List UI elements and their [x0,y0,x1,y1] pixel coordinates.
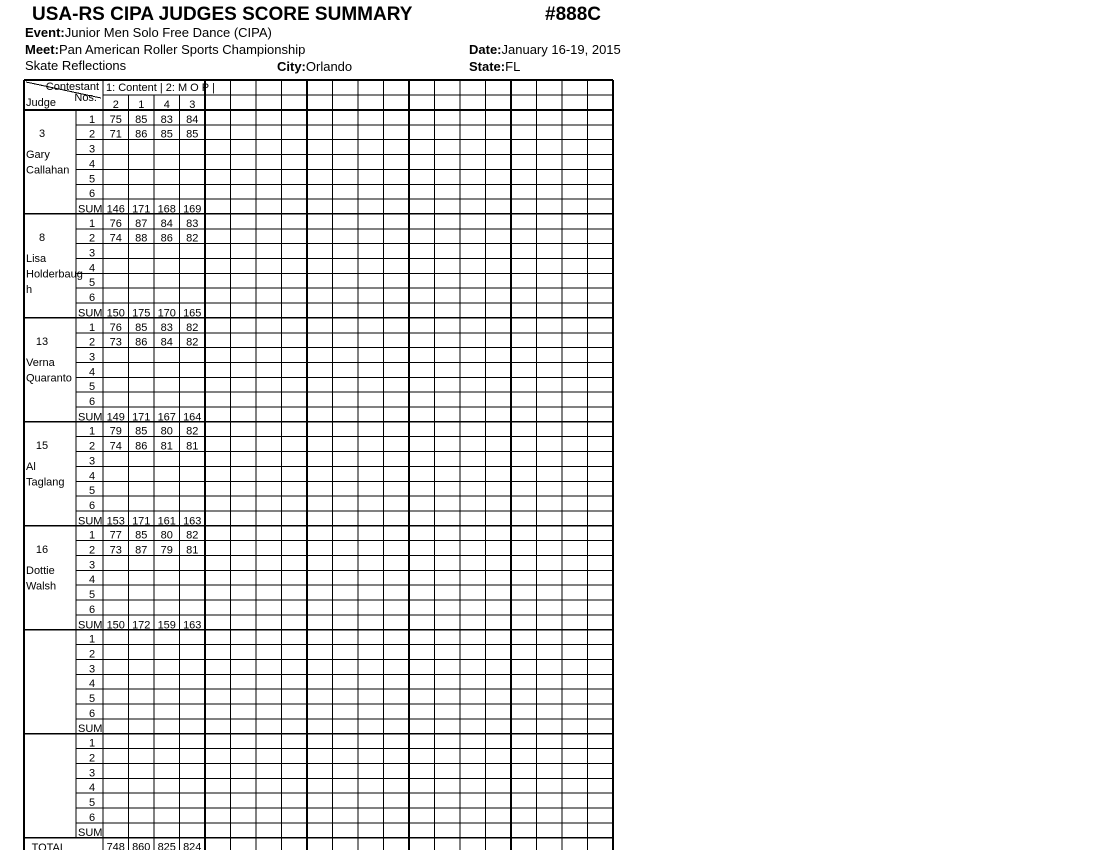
sum-cell: 175 [132,307,151,320]
score-cell: 85 [135,321,148,334]
score-cell: 74 [109,232,122,245]
row-number: 6 [88,292,96,305]
sum-cell: 146 [106,203,125,216]
city-value: Orlando [305,59,353,74]
row-number: 6 [88,188,96,201]
sum-cell: 169 [183,203,202,216]
page-title: USA-RS CIPA JUDGES SCORE SUMMARY [32,4,413,25]
legend-text: 1: Content | 2: M O P | [106,82,215,94]
state-value: FL [505,59,521,74]
row-number: 2 [88,128,96,141]
event-value: Junior Men Solo Free Dance (CIPA) [64,25,272,40]
sum-label: SUM [78,619,103,632]
sum-cell: 168 [157,203,176,216]
score-cell: 82 [186,529,199,542]
judge-number: 16 [35,543,49,556]
sum-cell: 163 [183,515,202,528]
judge-name-line: Al [26,460,36,473]
score-cell: 82 [186,232,199,245]
sum-label: SUM [78,307,103,320]
judge-name-line: Lisa [26,252,47,265]
contestant-number: 3 [189,99,196,111]
contestant-label: Contestant [45,81,99,93]
row-number: 3 [88,351,96,364]
sum-cell: 149 [106,411,125,424]
score-cell: 87 [135,217,148,230]
score-cell: 81 [186,544,199,557]
score-cell: 75 [109,113,122,126]
score-cell: 85 [135,425,148,438]
judge-number: 8 [38,231,46,244]
score-cell: 77 [109,529,122,542]
row-number: 2 [88,752,96,765]
sum-label: SUM [78,411,103,424]
score-cell: 84 [160,336,173,349]
judge-name-line: Taglang [26,476,65,489]
score-cell: 83 [186,217,199,230]
sum-cell: 165 [183,307,202,320]
sum-cell: 172 [132,619,151,632]
score-cell: 86 [135,440,148,453]
row-number: 2 [88,232,96,245]
score-cell: 79 [160,544,173,557]
judge-name-line: Verna [26,356,55,369]
venue: Skate Reflections [25,58,127,73]
sum-cell: 161 [157,515,176,528]
row-number: 5 [88,277,96,290]
sum-cell: 163 [183,619,202,632]
sum-cell: 150 [106,619,125,632]
row-number: 1 [88,529,96,542]
row-number: 5 [88,173,96,186]
row-number: 1 [88,321,96,334]
date-value: January 16-19, 2015 [501,42,621,57]
row-number: 4 [88,262,96,275]
row-number: 6 [88,396,96,408]
contestant-number: 1 [138,99,145,111]
row-number: 3 [88,663,96,676]
meet-label: Meet: [25,42,59,57]
row-number: 3 [88,247,96,260]
row-number: 4 [88,574,96,587]
score-cell: 85 [160,128,173,141]
nos-label: Nos. [74,92,97,104]
score-cell: 81 [160,440,173,453]
score-cell: 80 [160,529,173,542]
score-cell: 86 [135,336,148,349]
score-cell: 86 [135,128,148,141]
total-label: TOTAL [31,842,66,850]
sum-cell: 159 [157,619,176,632]
row-number: 6 [88,499,96,512]
date-label: Date: [469,42,502,57]
score-cell: 82 [186,425,199,438]
row-number: 3 [88,767,96,780]
score-cell: 83 [160,321,173,334]
score-cell: 81 [186,440,199,453]
judge-number: 13 [35,335,49,348]
sum-cell: 171 [132,515,151,528]
row-number: 5 [88,589,96,602]
row-number: 4 [88,678,96,691]
sum-label: SUM [78,827,103,840]
score-cell: 74 [109,440,122,453]
row-number: 4 [88,470,96,483]
score-cell: 76 [109,321,122,334]
score-cell: 84 [186,113,199,126]
judge-number: 15 [35,439,49,452]
score-cell: 82 [186,321,199,334]
row-number: 5 [88,381,96,394]
judge-name-line: Holderbaug [26,268,83,281]
total-cell: 825 [157,841,176,850]
score-cell: 88 [135,232,148,245]
judge-name-line: Gary [26,149,50,161]
score-cell: 76 [109,217,122,230]
document-number: #888C [545,4,601,25]
score-cell: 85 [135,113,148,126]
row-number: 1 [88,633,96,646]
row-number: 4 [88,158,96,171]
sum-cell: 153 [106,515,125,528]
sum-cell: 171 [132,411,151,424]
score-cell: 82 [186,336,199,349]
score-cell: 80 [160,425,173,438]
row-number: 5 [88,796,96,809]
score-cell: 71 [109,128,122,141]
row-number: 5 [88,485,96,498]
total-cell: 860 [132,841,151,850]
row-number: 2 [88,336,96,349]
state-label: State: [469,59,506,74]
row-number: 3 [88,143,96,156]
row-number: 5 [88,693,96,705]
judge-name-line: Walsh [26,580,57,593]
row-number: 1 [88,113,96,126]
row-number: 3 [88,455,96,468]
sum-label: SUM [78,203,103,216]
sum-cell: 170 [157,307,176,320]
row-number: 2 [88,648,96,661]
sum-label: SUM [78,723,103,736]
judge-name-line: h [26,283,33,296]
sum-cell: 171 [132,203,151,216]
sum-cell: 164 [183,411,202,424]
contestant-number: 2 [112,99,119,111]
sum-label: SUM [78,515,103,528]
score-cell: 86 [160,232,173,245]
row-number: 6 [88,707,96,720]
judge-label: Judge [26,97,56,109]
score-cell: 79 [109,425,122,438]
sum-cell: 167 [157,411,176,424]
row-number: 2 [88,440,96,453]
meet-value: Pan American Roller Sports Championship [58,42,306,57]
total-cell: 748 [106,841,125,850]
row-number: 1 [88,737,96,750]
event-label: Event: [25,25,65,40]
sum-cell: 150 [106,307,125,320]
judge-name-line: Callahan [26,164,70,177]
row-number: 1 [88,217,96,230]
city-label: City: [277,59,306,74]
score-cell: 85 [186,128,199,141]
row-number: 6 [88,811,96,824]
contestant-number: 4 [163,99,170,111]
score-cell: 85 [135,529,148,542]
score-cell: 87 [135,544,148,557]
row-number: 2 [88,544,96,557]
score-cell: 73 [109,336,122,349]
row-number: 3 [88,559,96,572]
judge-name-line: Dottie [26,564,55,577]
total-cell: 824 [183,841,202,850]
score-cell: 73 [109,544,122,557]
score-cell: 84 [160,217,173,230]
judge-name-line: Quaranto [26,372,72,385]
row-number: 4 [88,366,96,379]
row-number: 1 [88,425,96,438]
score-cell: 83 [160,113,173,126]
row-number: 4 [88,782,96,795]
row-number: 6 [88,603,96,616]
judge-number: 3 [38,128,46,140]
